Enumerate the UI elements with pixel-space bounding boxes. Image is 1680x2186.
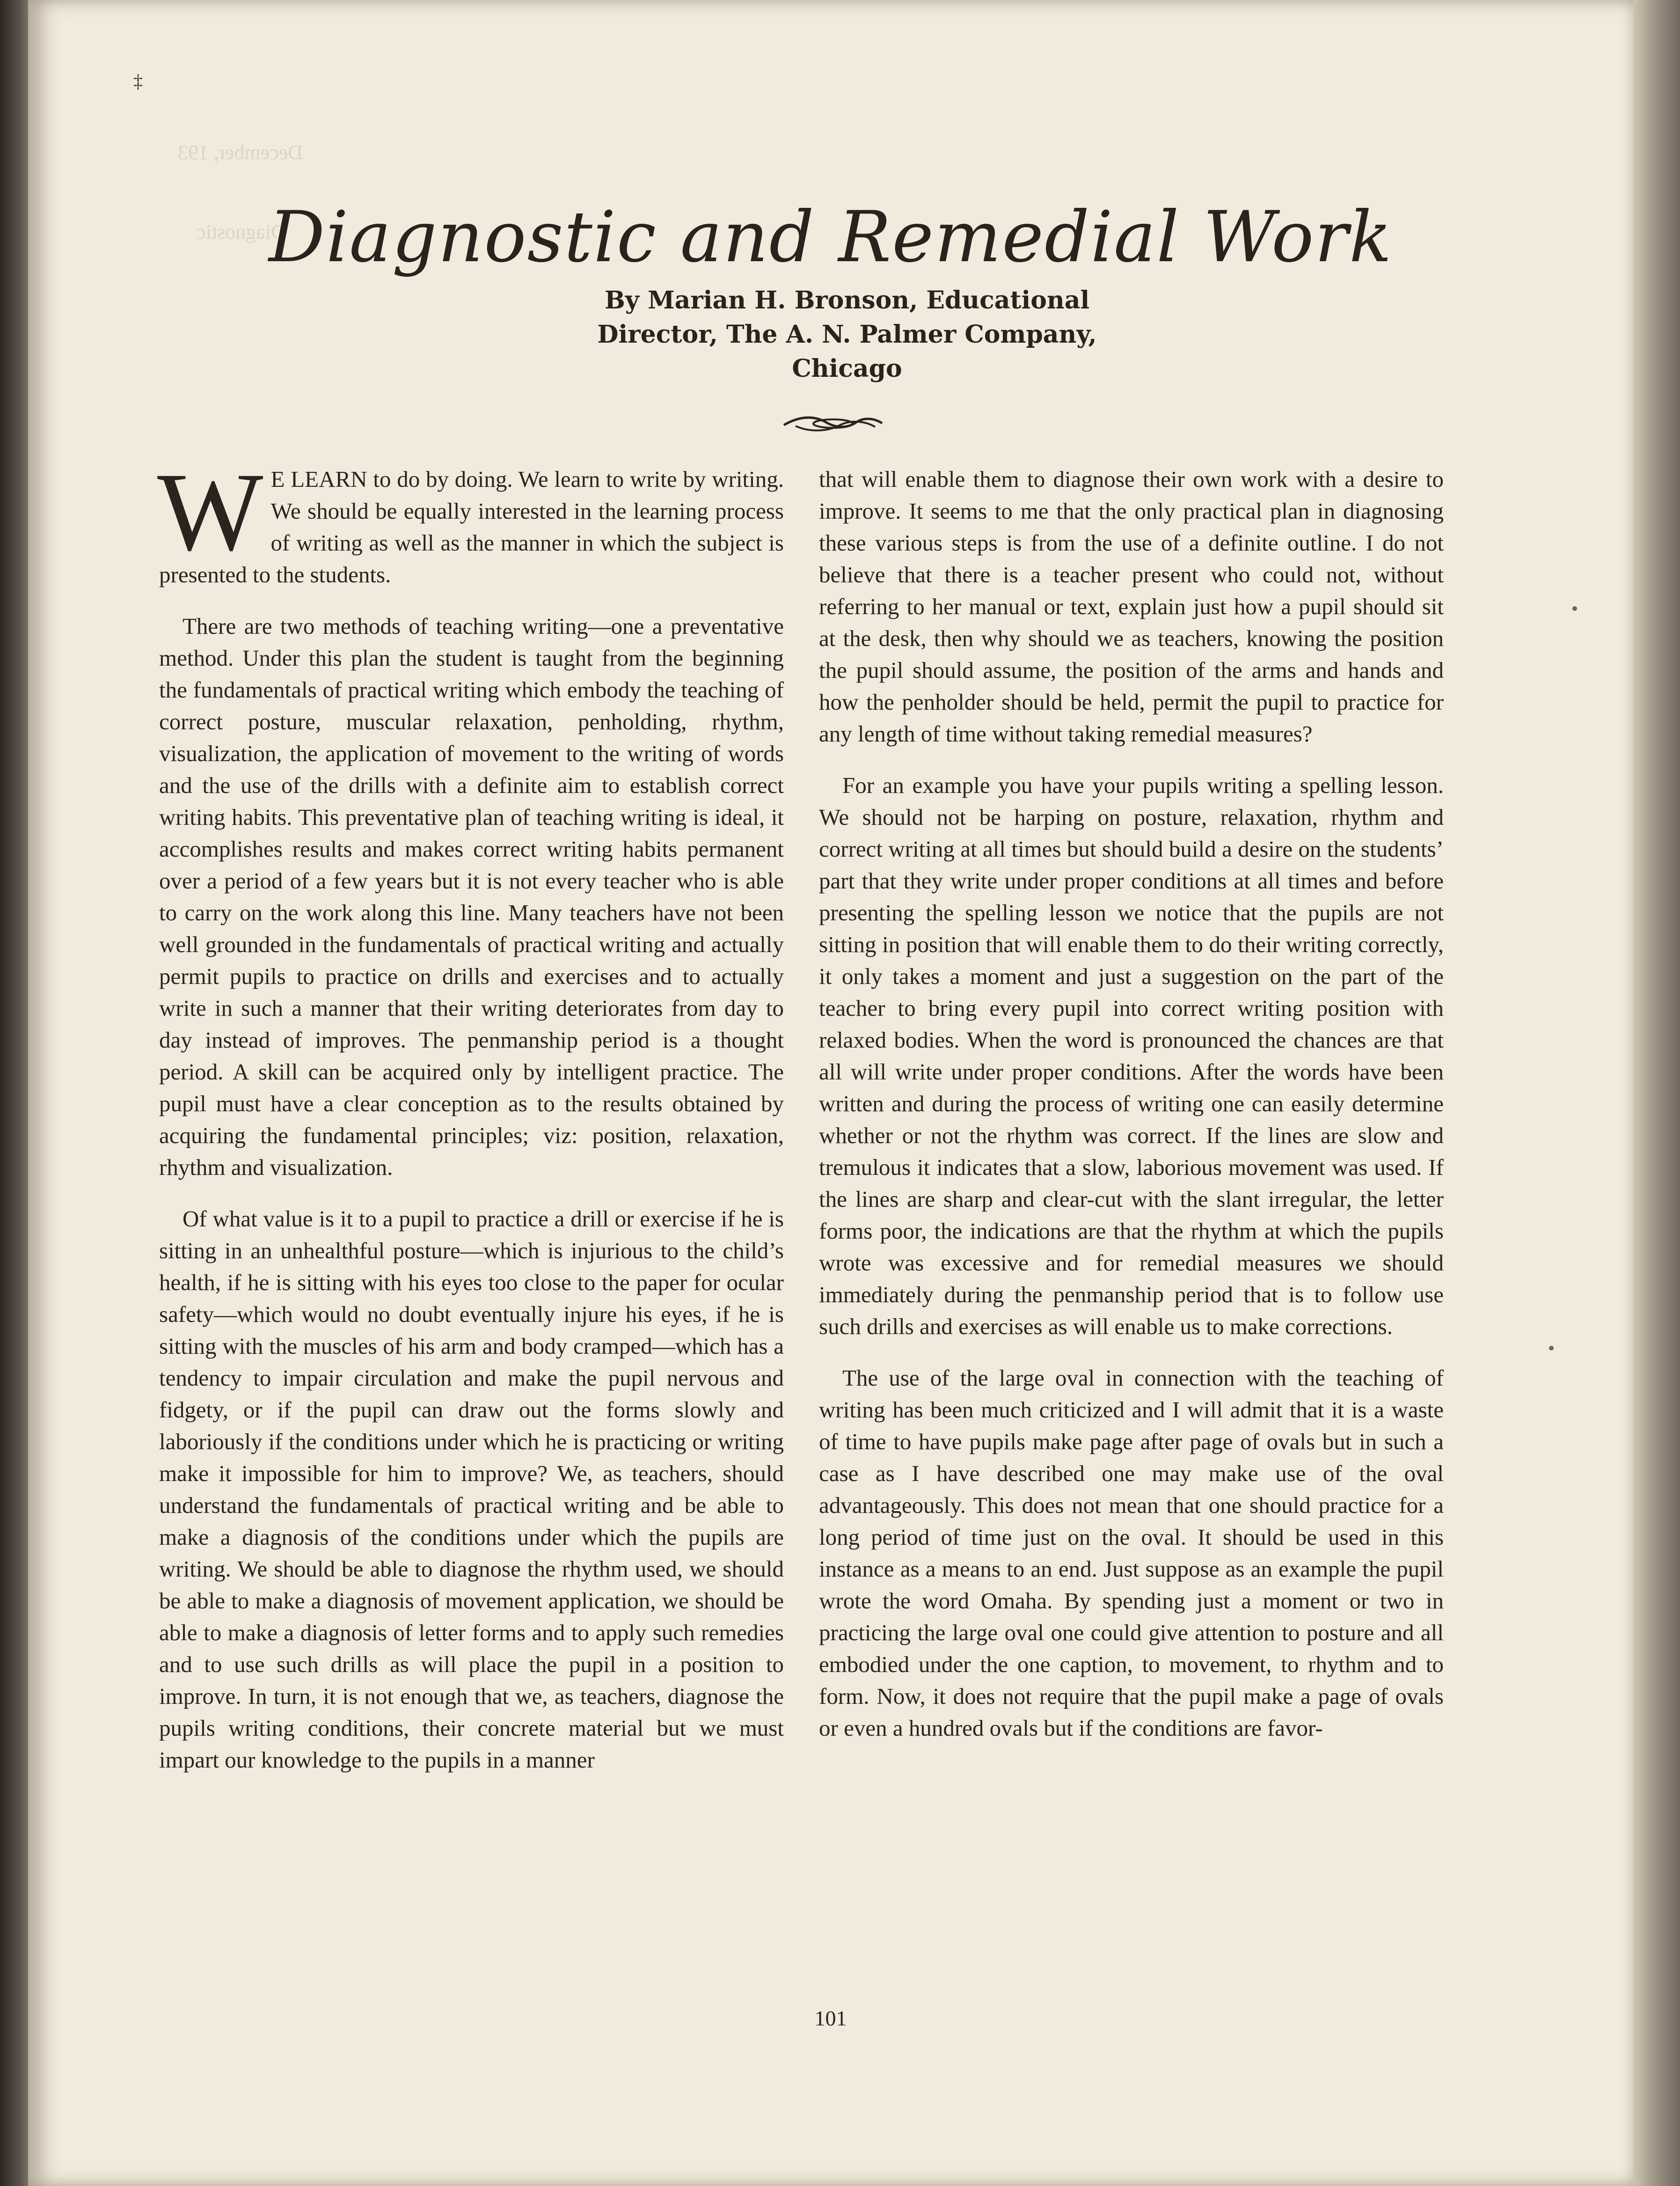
paper-speck bbox=[1549, 1346, 1554, 1350]
magazine-page bbox=[28, 0, 1633, 2186]
drop-cap: W bbox=[157, 449, 263, 574]
paragraph: that will enable them to diagnose their own work with a desire to improve. It seems to me that the only practical plan in diagnosing these various steps is from the use of a definite outline. I do not believe that there is a teacher present who could not, without referring to her manual or text, explain just how a pupil should sit at the desk, then why should we as teachers, knowing the position the pupil should assume, the position of the arms and hands and how the penholder should be held, permit the pupil to practice for any length of time without taking remedial measures? bbox=[819, 466, 1444, 747]
paragraph: For an example you have your pupils writing a spelling lesson. We should not be harping on posture, relaxation, rhythm and correct writing at all times but should build a desire on the students’ part that they write under proper conditions at all times and before presenting the spelling lesson we notice that the pupils are not sitting in position that will enable them to do their writing correctly, it only takes a moment and just a suggestion on the part of the teacher to bring every pupil into correct writing position with relaxed bodies. When the word is pronounced the chances are that all will write under proper conditions. After the words have been written and during the process of writing one can easily determine whether or not the rhythm was correct. If the lines are slow and tremulous it indicates that a slow, laborious movement was used. If the lines are sharp and clear-cut with the slant irregular, the letter forms poor, the indications are that the rhythm at which the pupils wrote was excessive and for remedial measures we should immediately during the penmanship period that is to follow use such drills and exercises as will enable us to make corrections. bbox=[819, 772, 1444, 1339]
decorative-flourish-icon bbox=[782, 412, 884, 435]
right-column bbox=[819, 463, 1444, 1764]
paragraph-text: E LEARN to do by doing. We learn to write by writing. We should be equally interested in the learning process of writing as well as the manner in which the subject is presented to the students. bbox=[159, 466, 784, 587]
paper-speck bbox=[1572, 606, 1577, 611]
paragraph: There are two methods of teaching writing—one a preventative method. Under this plan the student is taught from the beginning the fundamentals of practical writing which embody the teaching of correct posture, muscular relaxation, penholding, rhythm, visualization, the application of movement to the writing of words and the use of the drills with a definite aim to establish correct writing habits. This preventative plan of teaching writing is ideal, it accomplishes results and makes correct writing habits permanent over a period of a few years but it is not every teacher who is able to carry on the work along this line. Many teachers have not been well grounded in the fundamentals of practical writing and actually permit pupils to practice on drills and exercises and to actually write in such a manner that their writing deteriorates from day to day instead of improves. The penmanship period is a thought period. A skill can be acquired only by intelligent practice. The pupil must have a clear conception as to the results obtained by acquiring the fundamental principles; viz: position, relaxation, rhythm and visualization. bbox=[159, 613, 784, 1180]
bleed-through-text: Diagnostic bbox=[197, 220, 286, 243]
article-byline: By Marian H. Bronson, Educational Director, The A. N. Palmer Company, Chicago bbox=[597, 286, 1097, 383]
left-column bbox=[157, 449, 784, 1796]
page-number: 101 bbox=[814, 2006, 847, 2030]
paragraph: The use of the large oval in connection with the teaching of writing has been much criticized and I will admit that it is a waste of time to have pupils make page after page of ovals but in such a case as I have described one may make use of the oval advantageously. This does not mean that one should practice for a long period of time just on the oval. It should be used in this instance as a means to an end. Just suppose as an example the pupil wrote the word Omaha. By spending just a moment or two in practicing the large oval one could give attention to posture and all embodied under the one caption, to movement, to rhythm and to form. Now, it does not require that the pupil make a page of ovals or even a hundred ovals but if the conditions are favor- bbox=[819, 1365, 1444, 1741]
page-fore-edge bbox=[1633, 0, 1680, 2186]
bleed-through-text: December, 193 bbox=[178, 141, 303, 164]
paragraph bbox=[157, 449, 784, 591]
article-title: Diagnostic and Remedial Work bbox=[269, 197, 1393, 278]
paragraph: Of what value is it to a pupil to practice a drill or exercise if he is sitting in an unhealthful posture—which is injurious to the child’s health, if he is sitting with his eyes too close to the paper for ocular safety—which would no doubt eventually injure his eyes, if he is sitting with the muscles of his arm and body cramped—which has a tendency to impair circulation and make the pupil nervous and fidgety, or if the pupil can draw out the forms slowly and laboriously if the conditions under which he is practicing or writing make it impossible for him to improve? We, as teachers, should understand the fundamentals of practical writing and be able to make a diagnosis of the conditions under which the pupils are writing. We should be able to diagnose the rhythm used, we should be able to make a diagnosis of movement application, we should be able to make a diagnosis of letter forms and to apply such remedies and to use such drills as will place the pupil in a position to improve. In turn, it is not enough that we, as teachers, diagnose the pupils writing conditions, their concrete material but we must impart our knowledge to the pupils in a manner bbox=[159, 1206, 784, 1773]
corner-mark: ‡ bbox=[133, 71, 143, 92]
